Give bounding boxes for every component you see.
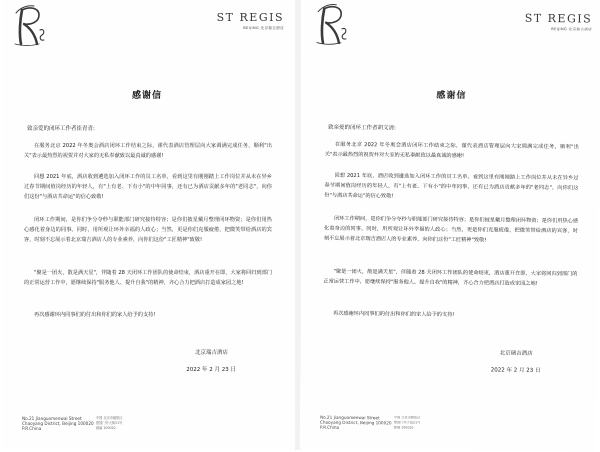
- paragraph-1: 在服务北京 2022 年冬奥会酒店闭环工作结束之际，谨代表酒店管理层向大家调满完成任务，顺利"出关"表示最热烈的祝贺并对大家的无私奉献致以最真诚的感谢!: [24, 143, 272, 160]
- paragraph-2: 回想 2021 年底，酒店收到遴选加入闭环工作的员工名单，看到这里有刚刚踏上工作岗位并从未在异乡过春节期间值岗经历的年轻人，有"上有老、下有小"的中年同事，还有已为酒店贡献多年的"老同志"，向你们这份"与酒店共命运"的信心致敬!: [324, 172, 579, 200]
- st-regis-monogram-icon: [12, 4, 48, 48]
- footer-address-cn: [394, 415, 421, 431]
- hotel-brand: [525, 12, 593, 33]
- thank-you-letter: [300, 0, 600, 452]
- salutation: 致亲爱的闭环工作者崔青青:: [27, 126, 95, 132]
- address-line: 中国 北京市朝阳区: [96, 416, 123, 420]
- signature-org: 北京瑞吉酒店: [194, 350, 228, 356]
- thank-you-letter: [2, 0, 292, 450]
- address-line: No.21 Jianguomenwai Street: [319, 414, 380, 421]
- paragraph-3: 闭环工作期间，是你们争分夺秒与职能部门研究接待特容；是你们披星戴月整理闭环物资；是你们用热心感化着身边的同事。同时，用所观让环外幸福的人政心；当然，更是你们克服疲倦，把微笑带给酒店的宾客，时刻不忘展示着北京瑞吉酒店人的专业素养，向你们这份"工匠精神"致敬!: [323, 215, 579, 244]
- address-line: P.R.China: [22, 426, 42, 432]
- brand-subtitle: BEIJING 北京瑞吉酒店: [551, 27, 593, 32]
- paragraph-4: "聚是一团火，散是满天星"，伴随着 28 天闭环工作团队的使命结束，酒店重开在即，大家将回归到部门的正常运营工作中，愿继续保持"服务他人、提升自我"的精神，齐心合力把酒店打造成家园之地!: [323, 268, 578, 288]
- footer-address-en: [22, 416, 94, 432]
- salutation: 致亲爱的闭环工作者胡文清:: [327, 124, 396, 132]
- signature-date: 2022 年 2 月 23 日: [490, 367, 541, 374]
- footer-address-cn: [96, 416, 123, 432]
- letter-title: 感谢信: [131, 91, 162, 101]
- address-line: Chaoyang District, Beijing 100020: [22, 421, 94, 427]
- brand-subtitle: BEIJING 北京瑞吉酒店: [243, 26, 284, 30]
- address-line: 建国门外大街21号: [393, 420, 421, 425]
- letter-title: 感谢信: [436, 90, 467, 102]
- brand-name: ST REGIS: [524, 11, 593, 26]
- address-line: Chaoyang District, Beijing 100020: [319, 419, 392, 426]
- address-line: No.21 Jianguomenwai Street: [22, 416, 82, 421]
- address-line: 邮编 100020: [393, 425, 414, 431]
- address-line: 建国门外大街21号: [96, 421, 123, 426]
- address-line: 邮编 100020: [96, 426, 116, 431]
- paragraph-5: 再次感谢环内同事们的付出和你们的家人给予的支持!: [34, 312, 156, 318]
- brand-name: ST REGIS: [216, 11, 284, 24]
- address-line: P.R.China: [319, 425, 340, 431]
- paragraph-2: 回想 2021 年底，酒店收到遴选加入闭环工作的员工名单，看到这里有刚刚踏上工作岗位并从未在异乡过春节期间值岗经历的年轻人，有"上有老、下有小"的中年同事，还有已为酒店贡献多年的"老同志"，向你们这份"与酒店共命运"的信心致敬!: [24, 174, 272, 201]
- paragraph-3: 闭环工作期间，是你们争分夺秒与职能部门研究接待特容；是你们披星戴月整理闭环物资；是你们用热心感化着身边的同事。同时，用所观让环外幸福的人政心；当然，更是你们克服疲倦，把微笑带给酒店的宾客，时刻不忘展示着北京瑞吉酒店人的专业素养，向你们这份"工匠精神"致敬!: [24, 217, 272, 244]
- footer-address-en: [320, 415, 392, 431]
- paragraph-5: 再次感谢环内同事们的付出和你们的家人给予的支持!: [333, 310, 455, 319]
- hotel-brand: [217, 11, 284, 31]
- paragraph-4: "聚是一团火，散是满天星"，伴随着 28 天闭环工作团队的使命结束，酒店重开在即，大家将回归到部门的正常运营工作中，愿继续保持"服务他人、提升自我"的精神，齐心合力把酒店打造成家园之地!: [24, 270, 272, 287]
- paragraph-1: 在服务北京 2022 年冬奥会酒店闭环工作结束之际，谨代表酒店管理层向大家调满完成任务，顺利"出关"表示最热烈的祝贺并对大家的无私奉献致以最真诚的感谢!: [324, 141, 579, 160]
- st-regis-monogram-icon: [314, 3, 350, 47]
- signature-org: 北京瑞吉酒店: [499, 350, 533, 357]
- signature-date: 2022 年 2 月 23 日: [186, 367, 236, 373]
- address-line: 中国 北京市朝阳区: [393, 415, 421, 420]
